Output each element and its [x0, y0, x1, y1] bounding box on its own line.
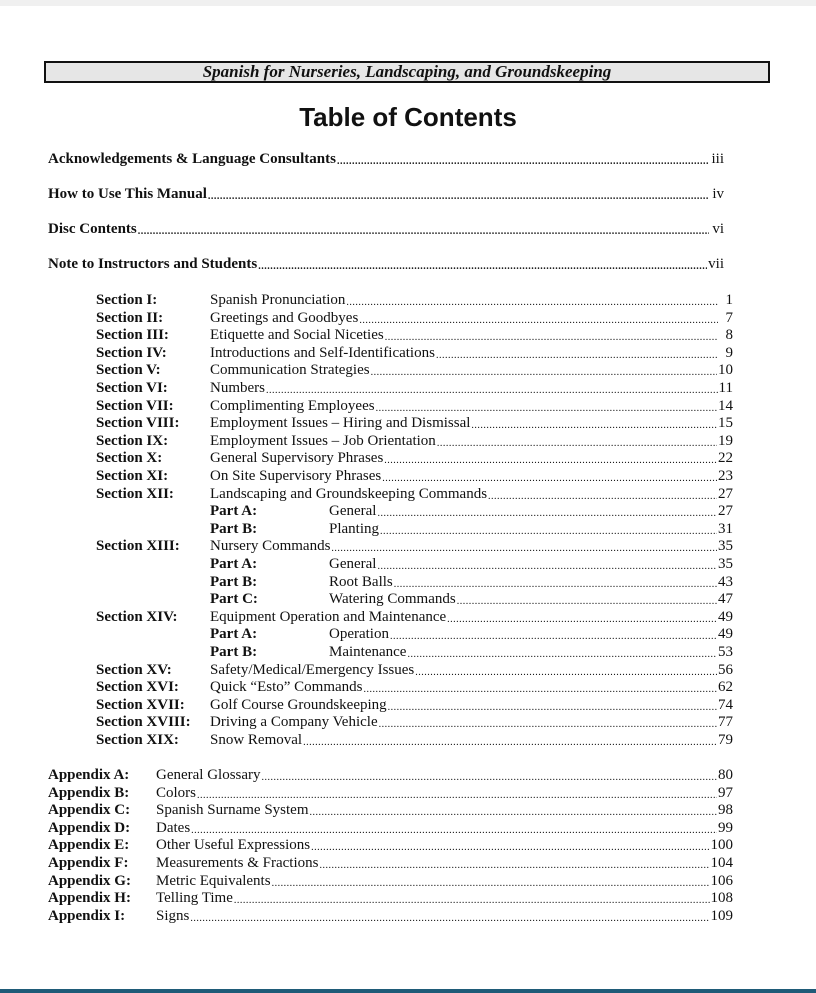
toc-entry-page: 100 — [710, 837, 733, 853]
toc-entry — [48, 256, 724, 273]
toc-entry-title: Safety/Medical/Emergency Issues — [210, 662, 415, 678]
toc-entry-label: Part B: — [210, 521, 258, 537]
toc-entry-title: Introductions and Self-Identifications — [210, 345, 435, 361]
toc-entry-page: 8 — [725, 327, 733, 343]
dot-leader — [436, 345, 718, 362]
toc-entry-label: Section II: — [96, 310, 164, 326]
toc-entry-label: Section XV: — [96, 662, 172, 678]
toc-entry-title: Dates — [156, 820, 191, 836]
toc-entry — [48, 186, 724, 203]
toc-appendix-entry — [48, 837, 733, 854]
toc-section-entry — [96, 415, 733, 432]
toc-entry-page: iv — [712, 186, 724, 202]
toc-section-entry — [96, 433, 733, 450]
toc-part-entry — [210, 556, 733, 573]
toc-entry-page: vi — [712, 221, 724, 237]
toc-entry-title: On Site Supervisory Phrases — [210, 468, 382, 484]
toc-section-entry — [96, 362, 733, 379]
toc-entry-label: Section XIII: — [96, 538, 180, 554]
toc-section-entry — [96, 697, 733, 714]
toc-entry-title: Note to Instructors and Students — [48, 256, 258, 272]
toc-section-entry — [96, 398, 733, 415]
dot-leader — [447, 609, 717, 626]
toc-section-entry — [96, 732, 733, 749]
dot-leader — [363, 679, 717, 696]
toc-entry-title: Greetings and Goodbyes — [210, 310, 359, 326]
toc-entry-title: Numbers — [210, 380, 265, 396]
toc-entry-title: Nursery Commands — [210, 538, 331, 554]
toc-appendix-entry — [48, 767, 733, 784]
toc-entry-title: Employment Issues – Job Orientation — [210, 433, 436, 449]
toc-entry-label: Section IX: — [96, 433, 169, 449]
dot-leader — [415, 662, 717, 679]
toc-entry-label: Section III: — [96, 327, 169, 343]
page-bottom-rule — [0, 989, 816, 993]
toc-entry-page: 108 — [710, 890, 733, 906]
toc-entry-page: 35 — [718, 556, 733, 572]
toc-entry-title: General Supervisory Phrases — [210, 450, 384, 466]
toc-entry-label: Section X: — [96, 450, 163, 466]
dot-leader — [377, 556, 717, 573]
toc-entry-page: 80 — [718, 767, 733, 783]
toc-entry-label: Appendix I: — [48, 908, 126, 924]
dot-leader — [208, 186, 709, 203]
toc-entry-label: Section XIV: — [96, 609, 178, 625]
toc-entry-page: 27 — [718, 503, 733, 519]
toc-entry-page: 9 — [725, 345, 733, 361]
toc-entry-title: Other Useful Expressions — [156, 837, 311, 853]
toc-part-entry — [210, 574, 733, 591]
toc-entry-title: Colors — [156, 785, 197, 801]
toc-section-entry — [96, 292, 733, 309]
toc-entry-label: Appendix D: — [48, 820, 131, 836]
dot-leader — [376, 398, 717, 415]
dot-leader — [272, 873, 710, 890]
toc-entry-title: Communication Strategies — [210, 362, 370, 378]
toc-entry-label: Section IV: — [96, 345, 167, 361]
toc-section-entry — [96, 486, 733, 503]
toc-entry-page: 79 — [718, 732, 733, 748]
toc-entry-page: 106 — [710, 873, 733, 889]
toc-entry-page: 27 — [718, 486, 733, 502]
dot-leader — [191, 820, 717, 837]
toc-appendix-entry — [48, 785, 733, 802]
toc-entry-title: General — [329, 556, 377, 572]
dot-leader — [371, 362, 717, 379]
dot-leader — [377, 503, 717, 520]
toc-entry-label: Section XVI: — [96, 679, 179, 695]
page-title: Table of Contents — [299, 102, 517, 132]
toc-entry-page: 56 — [718, 662, 733, 678]
toc-section-entry — [96, 538, 733, 555]
toc-section-entry — [96, 345, 733, 362]
toc-part-entry — [210, 521, 733, 538]
toc-entry-label: Section XIX: — [96, 732, 179, 748]
toc-entry-page: 109 — [710, 908, 733, 924]
toc-entry-title: General — [329, 503, 377, 519]
toc-entry-title: Complimenting Employees — [210, 398, 375, 414]
toc-entry-page: 98 — [718, 802, 733, 818]
toc-appendix-entry — [48, 802, 733, 819]
dot-leader — [359, 310, 718, 327]
toc-entry-title: Signs — [156, 908, 190, 924]
toc-entry-label: Section XII: — [96, 486, 174, 502]
toc-entry-title: Operation — [329, 626, 389, 642]
toc-entry-label: Section XI: — [96, 468, 169, 484]
toc-entry-page: 19 — [718, 433, 733, 449]
toc-part-entry — [210, 626, 733, 643]
dot-leader — [379, 714, 717, 731]
top-strip — [0, 0, 816, 6]
toc-entry-page: iii — [711, 151, 724, 167]
toc-entry-label: Section VII: — [96, 398, 174, 414]
dot-leader — [457, 591, 717, 608]
dot-leader — [388, 697, 717, 714]
toc-entry-title: How to Use This Manual — [48, 186, 207, 202]
dot-leader — [310, 802, 718, 819]
toc-entry-label: Part A: — [210, 556, 258, 572]
toc-section-entry — [96, 609, 733, 626]
toc-entry-label: Section XVIII: — [96, 714, 191, 730]
toc-entry-label: Part B: — [210, 644, 258, 660]
toc-entry-label: Appendix C: — [48, 802, 131, 818]
dot-leader — [138, 221, 709, 238]
toc-section-entry — [96, 310, 733, 327]
toc-entry-label: Appendix E: — [48, 837, 130, 853]
toc-entry-title: Employment Issues – Hiring and Dismissal — [210, 415, 471, 431]
dot-leader — [311, 837, 709, 854]
toc-appendix-entry — [48, 908, 733, 925]
toc-part-entry — [210, 644, 733, 661]
toc-entry-label: Section VI: — [96, 380, 168, 396]
toc-entry-label: Part A: — [210, 626, 258, 642]
toc-entry-page: 97 — [718, 785, 733, 801]
toc-appendix-entry — [48, 820, 733, 837]
dot-leader — [346, 292, 718, 309]
toc-entry-page: 22 — [718, 450, 733, 466]
toc-entry-page: 23 — [718, 468, 733, 484]
toc-entry-label: Appendix A: — [48, 767, 130, 783]
toc-entry-title: Landscaping and Groundskeeping Commands — [210, 486, 488, 502]
toc-entry-label: Part B: — [210, 574, 258, 590]
toc-entry-page: 43 — [718, 574, 733, 590]
dot-leader — [382, 468, 717, 485]
toc-entry-page: 10 — [718, 362, 733, 378]
dot-leader — [234, 890, 710, 907]
dot-leader — [471, 415, 717, 432]
toc-entry-label: Appendix F: — [48, 855, 129, 871]
toc-entry-page: 104 — [710, 855, 733, 871]
toc-entry-title: Root Balls — [329, 574, 393, 590]
toc-entry-label: Section XVII: — [96, 697, 185, 713]
toc-entry-title: Equipment Operation and Maintenance — [210, 609, 447, 625]
toc-entry-label: Part A: — [210, 503, 258, 519]
manual-title: Spanish for Nurseries, Landscaping, and Groundskeeping — [202, 62, 612, 81]
dot-leader — [437, 433, 717, 450]
toc-entry-title: Spanish Pronunciation — [210, 292, 346, 308]
toc-entry-label: Appendix G: — [48, 873, 131, 889]
toc-section-entry — [96, 450, 733, 467]
toc-part-entry — [210, 591, 733, 608]
toc-section-entry — [96, 679, 733, 696]
toc-entry-title: Etiquette and Social Niceties — [210, 327, 384, 343]
toc-appendix-entry — [48, 855, 733, 872]
toc-entry — [48, 151, 724, 168]
toc-section-entry — [96, 714, 733, 731]
toc-section-entry — [96, 380, 733, 397]
toc-entry-title: Maintenance — [329, 644, 407, 660]
toc-entry-page: 99 — [718, 820, 733, 836]
toc-entry-label: Section I: — [96, 292, 158, 308]
toc-entry-page: 14 — [718, 398, 733, 414]
toc-entry-title: Snow Removal — [210, 732, 303, 748]
manual-title-banner — [44, 61, 770, 83]
dot-leader — [303, 732, 717, 749]
toc-entry-title: Planting — [329, 521, 380, 537]
dot-leader — [258, 256, 707, 273]
toc-entry-title: Acknowledgements & Language Consultants — [48, 151, 336, 167]
toc-entry-page: 15 — [718, 415, 733, 431]
toc-entry-page: 11 — [718, 380, 733, 396]
toc-part-entry — [210, 503, 733, 520]
dot-leader — [266, 380, 718, 397]
toc-entry-title: Metric Equivalents — [156, 873, 271, 889]
toc-entry-title: Telling Time — [156, 890, 233, 906]
toc-appendix-entry — [48, 873, 733, 890]
toc-entry-page: 31 — [718, 521, 733, 537]
toc-entry-title: Watering Commands — [329, 591, 456, 607]
toc-section-entry — [96, 468, 733, 485]
toc-entry-page: 49 — [718, 609, 733, 625]
dot-leader — [337, 151, 709, 168]
toc-entry-page: 77 — [718, 714, 733, 730]
toc-entry-title: Driving a Company Vehicle — [210, 714, 378, 730]
toc-entry-page: vii — [708, 256, 724, 272]
toc-entry-page: 74 — [718, 697, 733, 713]
toc-entry-label: Appendix B: — [48, 785, 130, 801]
toc-section-entry — [96, 327, 733, 344]
dot-leader — [331, 538, 717, 555]
toc-entry-page: 49 — [718, 626, 733, 642]
toc-entry-title: Quick “Esto” Commands — [210, 679, 363, 695]
toc-entry-label: Section V: — [96, 362, 161, 378]
toc-entry-label: Appendix H: — [48, 890, 131, 906]
dot-leader — [488, 486, 717, 503]
toc-entry-page: 7 — [725, 310, 733, 326]
toc-entry-title: General Glossary — [156, 767, 261, 783]
dot-leader — [380, 521, 717, 538]
dot-leader — [394, 574, 717, 591]
dot-leader — [390, 626, 717, 643]
toc-appendix-entry — [48, 890, 733, 907]
toc-entry — [48, 221, 724, 238]
toc-section-entry — [96, 662, 733, 679]
dot-leader — [385, 327, 718, 344]
dot-leader — [262, 767, 717, 784]
dot-leader — [407, 644, 717, 661]
toc-entry-label: Part C: — [210, 591, 258, 607]
dot-leader — [190, 908, 709, 925]
toc-entry-title: Measurements & Fractions — [156, 855, 319, 871]
toc-entry-title: Golf Course Groundskeeping — [210, 697, 387, 713]
toc-entry-page: 35 — [718, 538, 733, 554]
dot-leader — [319, 855, 709, 872]
toc-entry-title: Spanish Surname System — [156, 802, 309, 818]
toc-entry-label: Section VIII: — [96, 415, 180, 431]
dot-leader — [384, 450, 717, 467]
dot-leader — [197, 785, 717, 802]
toc-entry-title: Disc Contents — [48, 221, 137, 237]
toc-entry-page: 47 — [718, 591, 733, 607]
toc-entry-page: 53 — [718, 644, 733, 660]
toc-entry-page: 1 — [725, 292, 733, 308]
toc-entry-page: 62 — [718, 679, 733, 695]
